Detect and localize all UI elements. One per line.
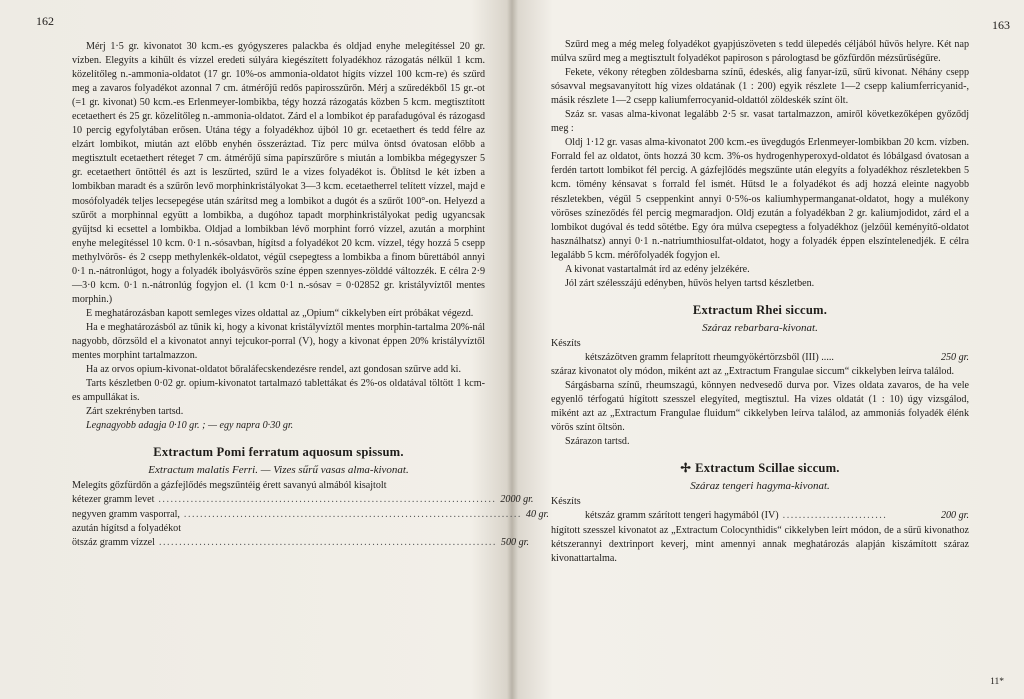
section-title: Extractum Rhei siccum. [692,302,828,317]
paragraph: Készíts [551,496,581,508]
ingredient-amount: 200 gr. [940,510,969,522]
section-title: Extractum Pomi ferratum aquosum spissum. [153,445,404,460]
ingredient-amount: 40 gr. [525,508,549,520]
ingredient-row: kétszáz gramm szárított tengeri hagymából (IV) .......................... 200 gr. [551,509,969,523]
paragraph: Melegíts gőzfürdőn a gázfejlődés megszűntéig érett savanyú almából kisajtolt [72,480,387,492]
ingredient-row: negyven gramm vasporral, .................................................................................... 40 gr. [72,508,485,522]
section-title-with-cross [551,461,969,475]
right-page [512,0,1024,699]
paragraph: Ha az orvos opium-kivonat-oldatot bőraláfecskendezésre rendel, azt gondosan szűrve add ki. [86,364,462,376]
ingredient-label: kétszáz gramm szárított tengeri hagymából (IV) [585,510,779,522]
paragraph: Mérj 1·5 gr. kivonatot 30 kcm.-es gyógyszeres palackba és oldjad enyhe melegítéssel 20 gr. vízben. Elegyíts a kihűlt és vízzel eredeti súlyára kiegészített folyadékhoz rázogatás nélkül 1 kcm. közelítőleg n.-ammonia-oldatot (17 gr. 10%-os ammonia-oldatot hígíts vízzel 100 kcm-re) és szűrd meg a zavaros folyadékot azonnal 7 cm. átmérőjű redős papirosszűrőn. Mérj a szűredékből 15 gr.-ot (=1 gr. kivonat) 50 kcm.-es Erlenmeyer-lombikba, tégy hozzá rázogatás közben 5 kcm. megtisztított ecetaethert és 25 gr. közelítőleg n.-ammonia-oldatot. Zárd el a lombikot ép parafadugóval és rázogasd 10 percig egyfolytában erősen. Utána tégy a folyadékhoz újból 10 gr. ecetaethert és tedd félre az elzárt lombikot, miután azt előbb enyhén összeráztad. Tíz perc múlva öntsd óvatosan előbb a megtisztult ecetaethert réteget 7 cm. átmérőjű síma papírszűrőre s miután a lombikba mégegyszer 5 gr. ecetaethert öntöttél és azt is leszűrted, szűrd le a vizes folyadékot is. Öblítsd le két ízben a lombikban maradt és a szűrőn levő morphinkristályokat 3—3 kcm. ecetaetherrel telített vízzel, majd e mosófolyadék teljes lecsepegése után szárítsd meg a lombikot a dugót és a szűrőt 100°-on. Helyezd a szűrőt a morphinnal együtt a lombikba, a dugóhoz tapadt morphinkristályokat pedig ugyancsak gyűjtsd ki ecsettel a lombikba. Oldjad a lombikban lévő morphint forró vízzel, azután a morphint enyhe melegítéssel 10 kcm. 0·1 n.-sósavban, hígítsd a folyadékot 20 kcm. vízzel, tégy hozzá 5 csepp methylvörös- és 2 csepp methylenkék-oldatot, végül csepegtess a lombikba a finom bürettából annyi 0·1 n.-nátronlúgot, hogy a folyadék ibolyásvörös színe éppen szennyes-zölddé változzék. E célra 2·9—3·0 kcm. 0·1 n.-nátronlúg fogyjon el. (1 kcm 0·1 n.-sósav = 0·02852 gr. kristályvíztől mentes morphin.) [72,41,485,305]
paragraph: E meghatározásban kapott semleges vizes oldattal az „Opium“ cikkelyben eírt próbákat végezd. [86,307,474,319]
section-title: Extractum Scillae siccum. [695,461,840,476]
paragraph: száraz kivonatot oly módon, miként azt az „Extractum Frangulae siccum“ cikkelyben leírva találod. [551,366,955,378]
paragraph: hígított szesszel kivonatot az „Extractum Colocynthidis“ cikkelyben leírt módon, de a sűrű kivonathoz kétszerannyi dextrinport keverj, mint amennyi annak meghatározás alapján kiszámított száraz kivonattartalma. [551,524,969,564]
ingredient-amount: 250 gr. [940,351,969,363]
section-subtitle: Száraz tengeri hagyma-kivonat. [690,480,830,493]
paragraph: Szárazon tartsd. [565,436,630,448]
paragraph: Ha e meghatározásból az tűnik ki, hogy a kivonat kristályvíztől mentes morphin-tartalma 20%-nál nagyobb, dörzsöld el a kivonatot annyi tejcukor-porral (V), hogy a kivonat éppen 20% kristályvíztől mentes morphint tartalmazzon. [72,321,485,362]
section-subtitle: Száraz rebarbara-kivonat. [702,321,818,334]
ingredient-amount: 2000 gr. [500,494,534,506]
paragraph: Jól zárt szélesszájú edényben, hűvös helyen tartsd készletben. [565,277,815,289]
paragraph: Sárgásbarna színű, rheumszagú, könnyen nedvesedő durva por. Vizes oldata zavaros, de ha vele egyenlő térfogatú hígított szesszel elegyíted, megtisztul. Ha vizes oldatát (1 : 10) úgy vizsgálod, miként azt az „Extractum Frangulae fluidum“ cikkelyben leírva találod, az ammoniás folyadék élénk vörös színt öltsön. [551,380,969,434]
paragraph: Szűrd meg a még meleg folyadékot gyapjúszöveten s tedd ülepedés céljából hűvös helyre. Két nap múlva szűrd meg a megtisztult folyadékot papiroson s párologtasd be gőzfürdőn mézsűrűségűre. [551,39,969,65]
right-page-text [551,38,969,566]
page-number-right: 163 [992,18,1010,32]
ingredient-amount: 500 gr. [500,536,529,548]
paragraph: Száz sr. vasas alma-kivonat legalább 2·5 sr. vasat tartalmazzon, amiről következőképen győződj meg : [551,109,969,135]
dose-line: Legnagyobb adagja 0·10 gr. ; — egy napra 0·30 gr. [86,420,294,432]
ingredient-row: kétezer gramm levet .................................................................................... 2000 gr. [72,493,485,507]
signature-mark: 11* [990,676,1004,687]
paragraph: Zárt szekrényben tartsd. [86,406,184,418]
ingredient-label: kétezer gramm levet [72,494,155,506]
ingredient-label: negyven gramm vasporral, [72,508,180,520]
ingredient-row [551,351,969,365]
cross-icon: ✢ [680,461,692,476]
paragraph: Tarts készletben 0·02 gr. opium-kivonatot tartalmazó tablettákat és 2%-os oldatával töltött 1 kcm-es ampullákat is. [72,378,485,404]
page-number-left: 162 [36,14,54,28]
ingredient-label: kétszázötven gramm felaprított rheumgyökértörzsből (III) ..... [585,351,834,363]
ingredient-row: ötszáz gramm vízzel .................................................................................... 500 gr. [72,536,485,550]
paragraph: azután hígítsd a folyadékot [72,522,182,534]
ingredient-label: ötszáz gramm vízzel [72,536,155,548]
left-page-text [72,40,549,550]
paragraph: A kivonat vastartalmát írd az edény jelzékére. [565,263,750,275]
paragraph: Készíts [551,337,581,349]
paragraph: Fekete, vékony rétegben zöldesbarna színű, édeskés, alig fanyar-ízű, sűrű kivonat. Néhány csepp sósavval megsavanyított híg vizes oldatának (1 : 200) egyik részlete 1—2 csepp kaliumferricyanid-, másik részlete 1—2 csepp kaliumferrocyanid-oldattól zöldeskék színt ölt. [551,67,969,107]
paragraph: Oldj 1·12 gr. vasas alma-kivonatot 200 kcm.-es üvegdugós Erlenmeyer-lombikban 20 kcm. vízben. Forrald fel az oldatot, önts hozzá 30 kcm. 3%-os hydrogenhyperoxyd-oldatot és lóbálgasd óvatosan a ferdén tartott lombikot fél percig. A gázfejlődés megszűnte után elegyíts a folyadékhoz részletekben 5 kcm. tömény kénsavat s forrald fel ismét. Hűtsd le a folyadékot és adj hozzá eleinte nagyobb részletekben, végül 5 cseppenkint annyi 0·5%-os kaliumhypermanganat-oldatot, hogy a mulékony vöröses színeződés fél percig megmaradjon. Oldj ezután a folyadékban 2 gr. kaliumjodidot, zárd el a lombikot dugóval és tedd sötétbe. Egy óra múlva csepegtess a folyadékhoz (jelzőül keményítő-oldatot használhatsz) annyi 0·1 n.-natriumthiosulfat-oldatot, hogy a folyadék éppen elszíntelenedjék. E célra legalább 5 kcm. mérőfolyadék fogyjon el. [551,137,969,261]
section-subtitle: Extractum malatis Ferri. — Vizes sűrű vasas alma-kivonat. [148,464,409,477]
